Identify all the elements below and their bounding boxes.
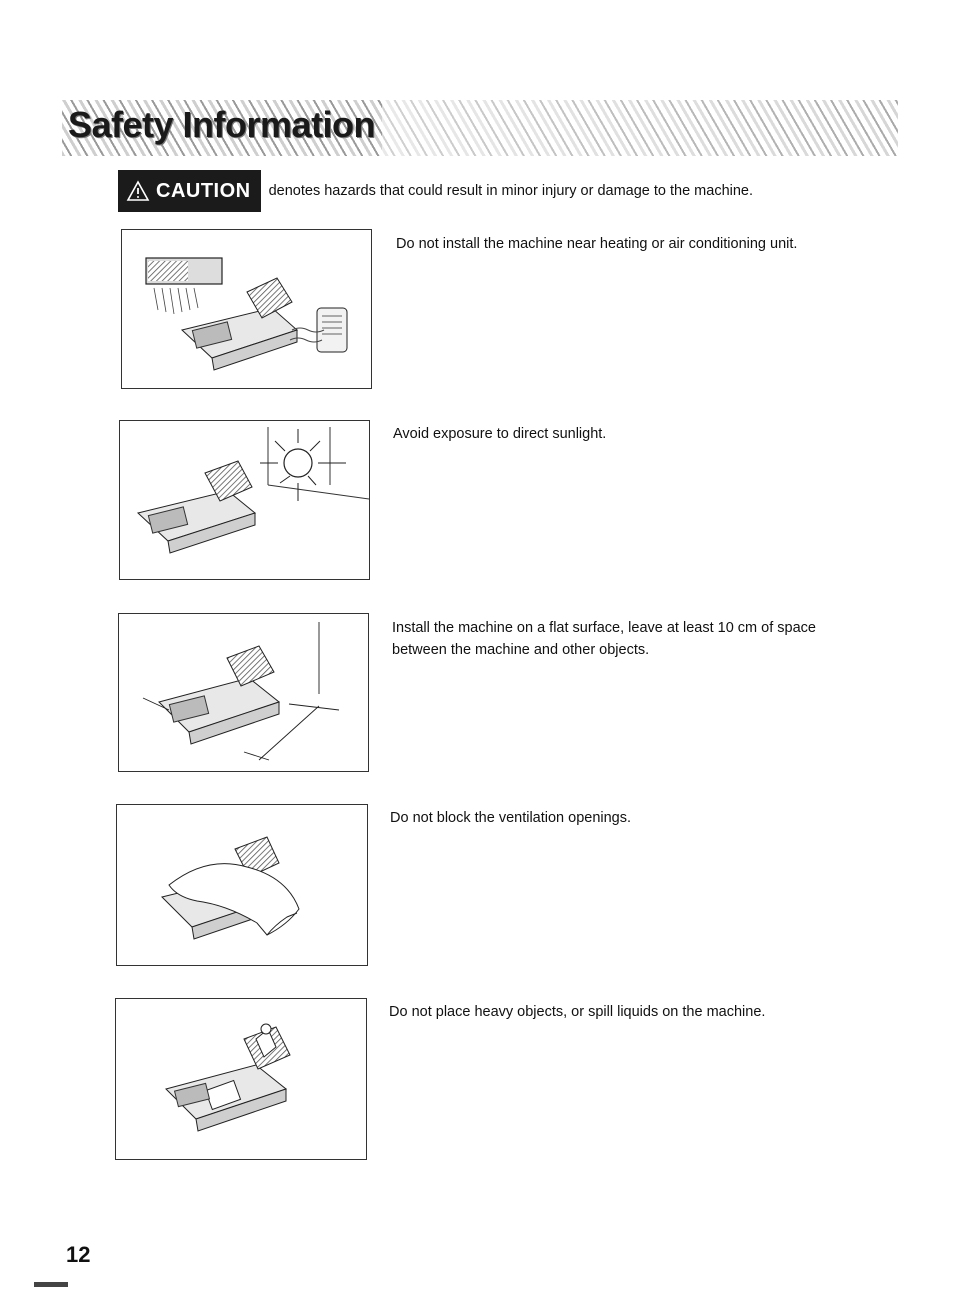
illustration-clearance [118,613,369,772]
item-text: Avoid exposure to direct sunlight. [393,426,607,442]
caution-badge [118,170,261,212]
illustration-ventilation [116,804,368,966]
warning-triangle-icon [126,180,150,202]
page-number: 12 [66,1242,91,1267]
item-text: Do not install the machine near heating or air conditioning unit. [396,236,798,252]
item-text: Do not block the ventilation openings. [390,810,632,826]
section-title-band [62,100,898,156]
item-text: Install the machine on a flat surface, leave at least 10 cm of space between the machine and other objects. [392,620,816,658]
illustration-heavy-objects [115,998,367,1160]
caution-legend [118,170,753,212]
illustration-sunlight [119,420,370,580]
illustration-heater-ac [121,229,372,389]
caution-description: denotes hazards that could result in minor injury or damage to the machine. [268,183,754,199]
footer-mark [34,1282,68,1287]
page-title: Safety Information [68,104,376,145]
caution-label: CAUTION [156,179,251,202]
item-text: Do not place heavy objects, or spill liquids on the machine. [389,1004,766,1020]
